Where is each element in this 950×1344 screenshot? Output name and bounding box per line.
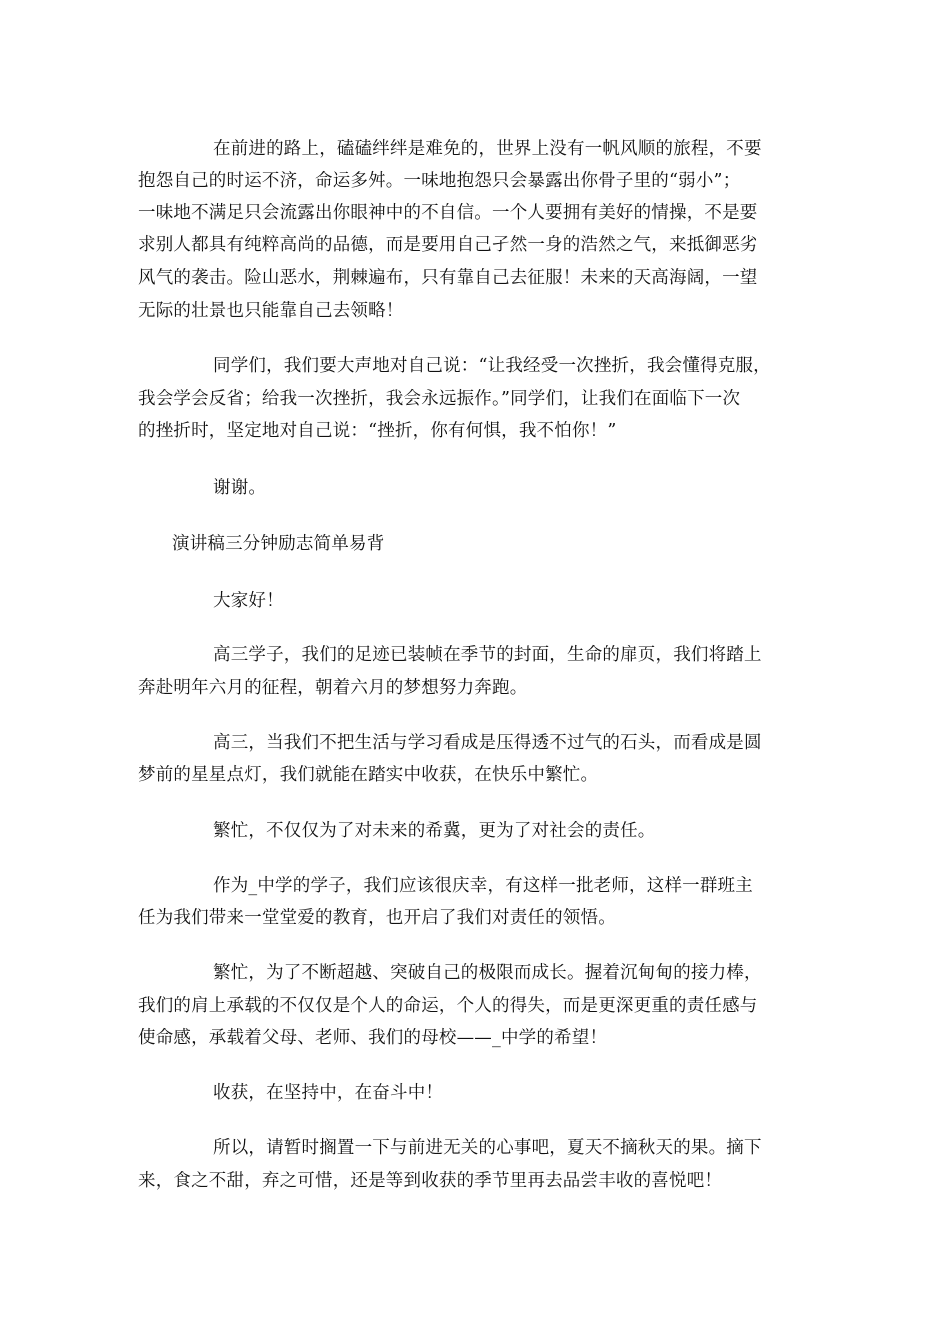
- text-line: 同学们，我们要大声地对自己说：“让我经受一次挫折，我会懂得克服，: [213, 356, 771, 376]
- text-line: 作为_中学的学子，我们应该很庆幸，有这样一批老师，这样一群班主: [213, 876, 753, 896]
- text-line: 奔赴明年六月的征程，朝着六月的梦想努力奔跑。: [138, 678, 528, 698]
- text-line: 高三，当我们不把生活与学习看成是压得透不过气的石头，而看成是圆: [213, 733, 762, 753]
- text-line: 风气的袭击。险山恶水，荆棘遍布，只有靠自己去征服！未来的天高海阔，一望: [138, 268, 758, 288]
- text-line: 使命感，承载着父母、老师、我们的母校——_中学的希望！: [138, 1028, 608, 1048]
- text-line: 在前进的路上，磕磕绊绊是难免的，世界上没有一帆风顺的旅程，不要: [213, 139, 762, 159]
- text-line: 我们的肩上承载的不仅仅是个人的命运，个人的得失，而是更深更重的责任感与: [138, 996, 758, 1016]
- text-line: 任为我们带来一堂堂爱的教育，也开启了我们对责任的领悟。: [138, 908, 616, 928]
- text-line: 抱怨自己的时运不济，命运多舛。一味地抱怨只会暴露出你骨子里的“弱小”；: [138, 171, 741, 191]
- paragraph-harvest: 收获，在坚持中，在奋斗中！: [213, 1083, 444, 1103]
- text-line: 来，食之不甜，弃之可惜，还是等到收获的季节里再去品尝丰收的喜悦吧！: [138, 1171, 723, 1191]
- text-line: 梦前的星星点灯，我们就能在踏实中收获，在快乐中繁忙。: [138, 765, 599, 785]
- text-line: 求别人都具有纯粹高尚的品德，而是要用自己孑然一身的浩然之气，来抵御恶劣: [138, 235, 758, 255]
- paragraph-busy-future: 繁忙，不仅仅为了对未来的希冀，更为了对社会的责任。: [213, 821, 656, 841]
- paragraph-thanks: 谢谢。: [213, 478, 267, 498]
- text-line: 高三学子，我们的足迹已装帧在季节的封面，生命的扉页，我们将踏上: [213, 645, 762, 665]
- text-line: 一味地不满足只会流露出你眼神中的不自信。一个人要拥有美好的情操，不是要: [138, 203, 758, 223]
- paragraph-greeting: 大家好！: [213, 591, 284, 611]
- text-line: 的挫折时，坚定地对自己说：“挫折，你有何惧，我不怕你！”: [138, 421, 617, 441]
- section-title: 演讲稿三分钟励志简单易背: [172, 534, 385, 554]
- text-line: 繁忙，为了不断超越、突破自己的极限而成长。握着沉甸甸的接力棒，: [213, 963, 762, 983]
- text-line: 无际的壮景也只能靠自己去领略！: [138, 301, 404, 321]
- text-line: 我会学会反省；给我一次挫折，我会永远振作。”同学们，让我们在面临下一次: [138, 389, 741, 409]
- text-line: 所以，请暂时搁置一下与前进无关的心事吧，夏天不摘秋天的果。摘下: [213, 1138, 762, 1158]
